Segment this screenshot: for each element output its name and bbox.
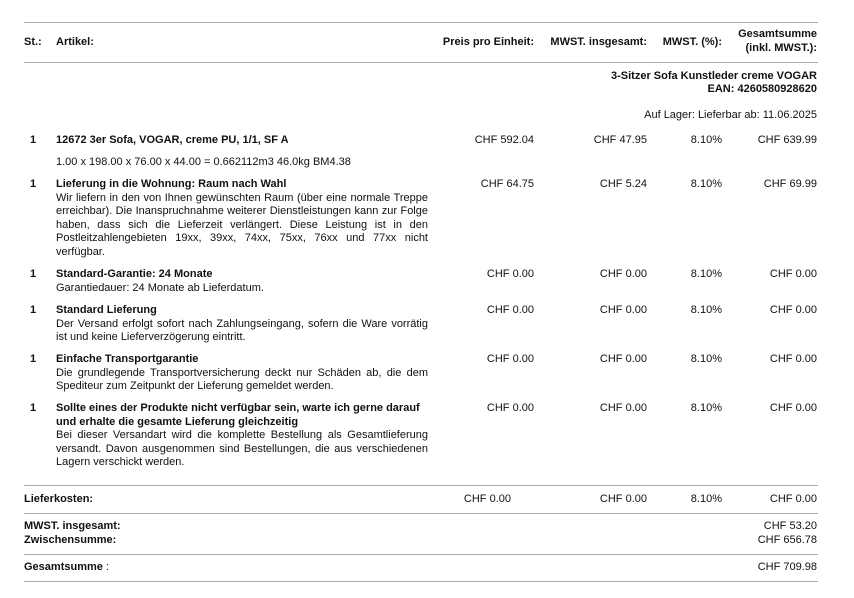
item-vat-total: CHF 0.00 [599,402,647,414]
shipping-rule [24,513,818,514]
item-title: Sollte eines der Produkte nicht verfügbar sein, warte ich gerne darauf und erhalte die gesamte Lieferung gleichzeitig [56,402,420,428]
item-vat-total: CHF 0.00 [599,268,647,280]
item-title: Standard-Garantie: 24 Monate [56,268,213,280]
header-rule [24,62,818,63]
item-vat-pct: 8.10% [690,353,722,365]
item-qty: 1 [30,304,37,316]
header-total-line2: (inkl. MWST.): [745,42,817,54]
item-qty: 1 [30,402,37,414]
item-vat-pct: 8.10% [690,134,722,146]
item-vat-pct: 8.10% [690,268,722,280]
item-description-block [56,353,428,394]
item-vat-total: CHF 47.95 [593,134,647,146]
item-title: 12672 3er Sofa, VOGAR, creme PU, 1/1, SF A [56,134,289,146]
item-qty: 1 [30,353,37,365]
item-dimensions: 1.00 x 198.00 x 76.00 x 44.00 = 0.662112m3 46.0kg BM4.38 [56,156,351,168]
items-end-rule [24,485,818,486]
item-total: CHF 69.99 [763,178,817,190]
item-title: Standard Lieferung [56,304,157,316]
grand-total-label-suffix: : [102,561,109,573]
item-unit-price: CHF 0.00 [486,353,534,365]
header-article: Artikel: [56,36,94,48]
item-total: CHF 0.00 [769,268,817,280]
item-total: CHF 639.99 [757,134,817,146]
grand-total-value: CHF 709.98 [757,561,817,573]
item-description-block [56,402,428,470]
shipping-unit-price: CHF 0.00 [463,493,511,505]
subtotal-label: Zwischensumme: [24,534,117,546]
item-description: Bei dieser Versandart wird die komplette Bestellung als Gesamtlieferung versandt. Davon ausgenommen sind Bestellungen, die aus verschiedenen Lagern verschickt werden. [56,429,428,468]
item-total: CHF 0.00 [769,353,817,365]
item-vat-pct: 8.10% [690,402,722,414]
item-unit-price: CHF 0.00 [486,402,534,414]
vat-total-label: MWST. insgesamt: [24,520,121,532]
item-unit-price: CHF 0.00 [486,304,534,316]
item-title: Lieferung in die Wohnung: Raum nach Wahl [56,178,287,190]
item-unit-price: CHF 64.75 [480,178,534,190]
vat-total-value: CHF 53.20 [763,520,817,532]
grand-total-label-group [24,561,109,573]
header-no: St.: [24,36,42,48]
item-description-block [56,268,428,295]
shipping-vat-total: CHF 0.00 [599,493,647,505]
item-description: Die grundlegende Transportversicherung deckt nur Schäden ab, die dem Spediteur zum Zeitpunkt der Lieferung gemeldet werden. [56,366,428,392]
item-vat-total: CHF 0.00 [599,304,647,316]
grand-total-label: Gesamtsumme [24,561,103,573]
product-stock: Auf Lager: Lieferbar ab: 11.06.2025 [644,109,817,121]
item-vat-pct: 8.10% [690,304,722,316]
item-description: Garantiedauer: 24 Monate ab Lieferdatum. [56,281,264,294]
header-total-line1: Gesamtsumme [738,28,817,40]
subtotal-rule [24,554,818,555]
item-unit-price: CHF 592.04 [474,134,534,146]
item-vat-pct: 8.10% [690,178,722,190]
item-unit-price: CHF 0.00 [486,268,534,280]
item-qty: 1 [30,134,37,146]
shipping-label: Lieferkosten: [24,493,94,505]
product-ean: EAN: 4260580928620 [707,83,817,95]
header-vat-pct: MWST. (%): [662,36,722,48]
item-qty: 1 [30,268,37,280]
subtotal-value: CHF 656.78 [757,534,817,546]
item-description: Der Versand erfolgt sofort nach Zahlungseingang, sofern die Ware vorrätig ist und keine Lieferverzögerung eintritt. [56,317,428,343]
item-vat-total: CHF 0.00 [599,353,647,365]
shipping-vat-pct: 8.10% [690,493,722,505]
bottom-rule [24,581,818,582]
top-rule [24,22,818,23]
item-description: Wir liefern in den von Ihnen gewünschten Raum (über eine normale Treppe erreichbar). Die Inanspruchnahme weiterer Dienstleistungen kann zur Folge haben, dass sich die Lieferzeit verlängert. Diese Leistung ist in den Postleitzahlengebieten 19xx, 39xx, 74xx, 75xx, 76xx und 77xx nicht verfügbar. [56,191,428,258]
item-total: CHF 0.00 [769,402,817,414]
item-vat-total: CHF 5.24 [599,178,647,190]
header-vat-total: MWST. insgesamt: [550,36,647,48]
item-description-block [56,178,428,259]
product-name: 3-Sitzer Sofa Kunstleder creme VOGAR [610,70,817,82]
item-total: CHF 0.00 [769,304,817,316]
item-title: Einfache Transportgarantie [56,353,199,365]
header-unit-price: Preis pro Einheit: [442,36,534,48]
item-description-block [56,304,428,345]
item-qty: 1 [30,178,37,190]
shipping-total: CHF 0.00 [769,493,817,505]
